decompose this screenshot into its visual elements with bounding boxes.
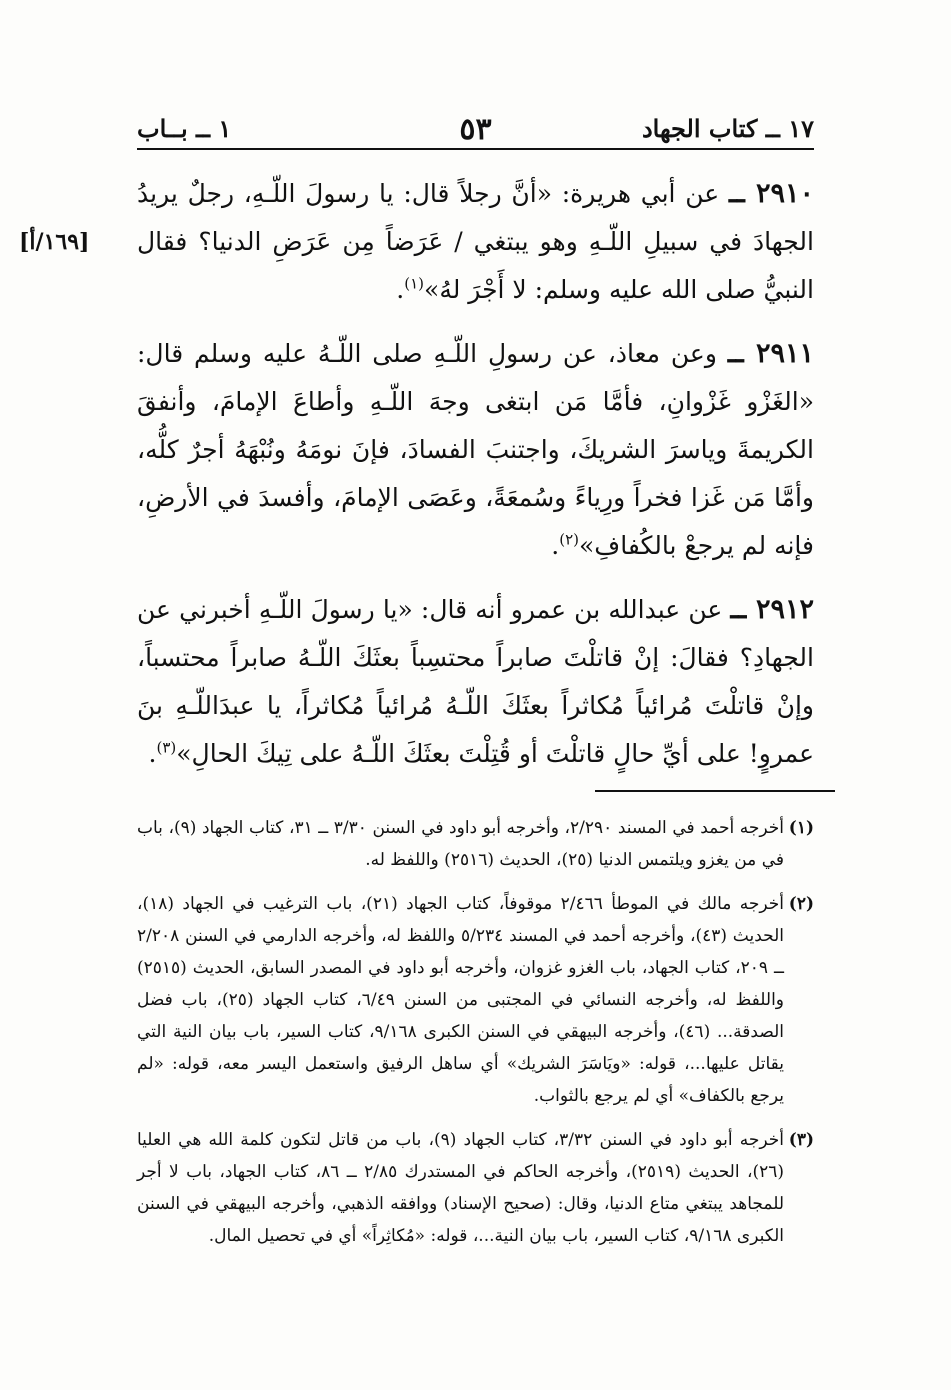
section-title: ١ ــ بــاب: [137, 114, 232, 143]
footnote-reference: (٣): [156, 738, 177, 757]
hadith-number: ٢٩١٠ ــ: [728, 178, 814, 209]
main-text: [19, 170, 814, 794]
chapter-title: ١٧ ــ كتاب الجهاد: [641, 114, 814, 143]
hadith-text: عن أبي هريرة: «أنَّ رجلاً قال: يا رسولَ اللّـهِ، رجلٌ يريدُ الجهادَ في سبيلِ اللّـهِ وهو يبتغي / عَرَضاً مِن عَرَضِ الدنيا؟ فقال النبيُّ صلى الله عليه وسلم: لا أَجْرَ لهُ»: [137, 179, 814, 304]
hadith-2911: [137, 330, 814, 570]
margin-folio-note: [١٦٩/أ]: [19, 229, 90, 255]
footnote-text: أخرجه أحمد في المسند ٢/٢٩٠، وأخرجه أبو داود في السنن ٣/٣٠ ــ ٣١، كتاب الجهاد (٩)، باب في من يغزو ويلتمس الدنيا (٢٥)، الحديث (٢٥١٦) واللفظ له.: [137, 818, 784, 870]
running-head: [137, 112, 814, 150]
footnote-reference: (١): [404, 274, 425, 293]
footnote-number: (٢): [788, 894, 814, 914]
hadith-end: .: [148, 739, 157, 768]
footnotes: [137, 812, 814, 1264]
hadith-end: .: [551, 531, 560, 560]
page-number: ٥٣: [459, 112, 492, 147]
footnote-2: [137, 888, 814, 1112]
footnote-3: [137, 1124, 814, 1252]
footnote-text: أخرجه مالك في الموطأ ٢/٤٦٦ موقوفاً، كتاب الجهاد (٢١)، باب الترغيب في الجهاد (١٨)، الحديث (٤٣)، وأخرجه أحمد في المسند ٥/٢٣٤ واللفظ له، وأخرجه الدارمي في السنن ٢/٢٠٨ ــ ٢٠٩، كتاب الجهاد، باب الغزو غزوان، وأخرجه أبو داود في المصدر السابق، الحديث (٢٥١٥) واللفظ له، وأخرجه النسائي في المجتبى من السنن ٦/٤٩، كتاب الجهاد (٢٥)، باب فضل الصدقة... (٤٦)، وأخرجه البيهقي في السنن الكبرى ٩/١٦٨، كتاب السير، باب بيان النية التي يقاتل عليها...، قوله: «ويَاسَرَ الشريك» أي ساهل الرفيق واستعمل اليسر معه، قوله: «لم يرجع بالكفاف» أي لم يرجع بالثواب.: [137, 894, 785, 1106]
hadith-text: عن عبدالله بن عمرو أنه قال: «يا رسولَ اللّـهِ أخبرني عن الجهادِ؟ فقالَ: إنْ قاتلْتَ صابراً محتسِباً بعثَكَ اللّـهُ صابراً محتسباً، وإنْ قاتلْتَ مُرائياً مُكاثراً بعثَكَ اللّـهُ مُرائياً مُكاثراً، يا عبدَاللّـهِ بنَ عمروٍ! على أيِّ حالٍ قاتلْتَ أو قُتِلْتَ بعثَكَ اللّـهُ على تِيكَ الحالِ»: [137, 595, 814, 768]
hadith-number: ٢٩١١ ــ: [727, 338, 814, 369]
hadith-2912: [137, 586, 814, 778]
hadith-text: وعن معاذ، عن رسولِ اللّـهِ صلى اللّـهُ عليه وسلم قال: «الغَزْو غَزْوانِ، فأمَّا مَن ابتغى وجهَ اللّـهِ وأطاعَ الإمامَ، وأنفقَ الكريمةَ وياسرَ الشريكَ، واجتنبَ الفسادَ، فإنَ نومَهُ ونُبْهَهُ أجرٌ كلُّه، وأمَّا مَن غَزا فخراً ورِياءً وسُمعَةً، وعَصَى الإمامَ، وأفسدَ في الأرضِ، فإنه لم يرجعْ بالكُفافِ»: [137, 339, 814, 560]
footnote-reference: (٢): [559, 530, 579, 549]
hadith-2910: [19, 170, 814, 314]
footnote-1: [137, 812, 814, 876]
footnote-separator: [595, 790, 835, 792]
footnote-text: أخرجه أبو داود في السنن ٣/٣٢، كتاب الجهاد (٩)، باب من قاتل لتكون كلمة الله هي العليا (٢٦)، الحديث (٢٥١٩)، وأخرجه الحاكم في المستدرك ٢/٨٥ ــ ٨٦، كتاب الجهاد، باب لا أجر للمجاهد يبتغي متاع الدنيا، وقال: (صحيح الإسناد) ووافقه الذهبي، وأخرجه البيهقي في السنن الكبرى ٩/١٦٨، كتاب السير، باب بيان النية...، قوله: «مُكاثِراً» أي في تحصيل المال.: [137, 1130, 784, 1246]
hadith-end: .: [396, 275, 405, 304]
footnote-number: (٣): [788, 1130, 814, 1150]
hadith-number: ٢٩١٢ ــ: [730, 594, 814, 625]
footnote-number: (١): [788, 818, 814, 838]
